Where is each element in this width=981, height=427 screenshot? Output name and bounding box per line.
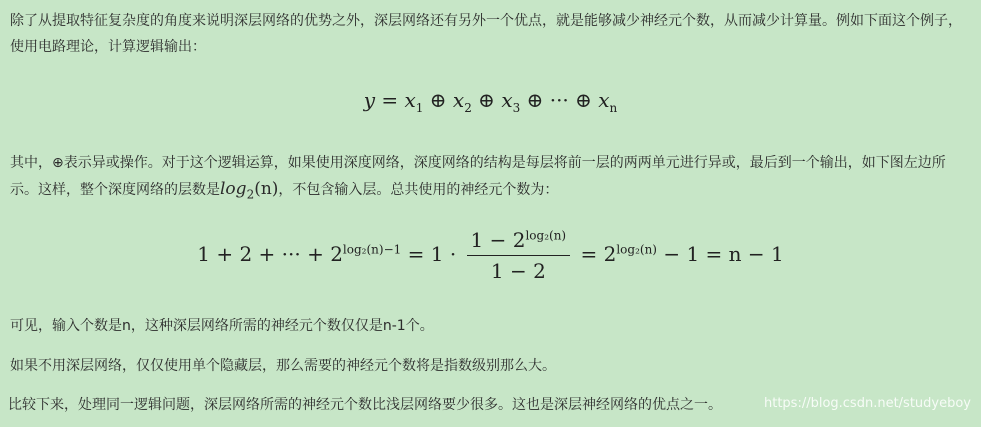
eq2-sum: 1 + 2 + ··· + 2 xyxy=(197,242,343,266)
eq1-equals: = xyxy=(375,88,405,112)
eq1-x3: x xyxy=(501,88,513,112)
paragraph-shallow: 如果不用深层网络，仅仅使用单个隐藏层，那么需要的神经元个数将是指数级别那么大。 xyxy=(10,358,556,374)
eq2-c-exp: log₂(n) xyxy=(616,242,657,257)
eq1-x2: x xyxy=(452,88,465,112)
p2-text-a: 其中，⊕表示异或操作。对于这个逻辑运算，如果使用深度网络，深度网络的结构是每层将前一层的两两单元进行异或，最后到一个输出，如下图左边所示。这样，整个深度网络的层数是 xyxy=(10,155,946,198)
eq1-xn: x xyxy=(598,88,610,112)
eq2-sum-exp: log₂(n)−1 xyxy=(342,242,402,257)
paragraph-conclusion-n: 可见，输入个数是n，这种深层网络所需的神经元个数仅仅是n-1个。 xyxy=(10,318,434,334)
eq1-sub1: 1 xyxy=(415,101,424,115)
eq2-denominator: 1 − 2 xyxy=(490,259,546,283)
eq1-lhs: y xyxy=(363,88,376,112)
eq1-x1: x xyxy=(404,88,416,112)
paragraph-intro: 除了从提取特征复杂度的角度来说明深层网络的优势之外，深层网络还有另外一个优点，就是能够减少神经元个数，从而减少计算量。例如下面这个例子，使用电路理论，计算逻辑输出： xyxy=(10,13,962,55)
eq2-eq1: = 1 · xyxy=(401,242,463,266)
inline-log-arg: (n) xyxy=(254,179,279,199)
eq1-op3: ⊕ ··· ⊕ xyxy=(520,88,599,112)
eq2-numerator: $1 - 2^{log_2(n)}$ xyxy=(467,228,571,256)
eq1-op2: ⊕ xyxy=(471,88,502,112)
eq2-fraction xyxy=(467,228,571,283)
paragraph-summary: 比较下来，处理同一逻辑问题，深层网络所需的神经元个数比浅层网络要少很多。这也是深层神经网络的优点之一。 xyxy=(8,397,722,413)
equation-neuron-count xyxy=(0,228,981,283)
eq2-result: − 1 = n − 1 xyxy=(656,242,784,266)
eq1-sub2: 2 xyxy=(464,101,472,115)
inline-log-sub: 2 xyxy=(246,187,255,202)
eq1-op1: ⊕ xyxy=(423,88,453,112)
equation-xor xyxy=(0,88,981,115)
eq1-subn: n xyxy=(609,101,618,115)
eq2-num-exp: log₂(n) xyxy=(525,228,567,243)
p2-text-b: ，不包含输入层。总共使用的神经元个数为： xyxy=(278,182,559,198)
paragraph-xor-explanation xyxy=(10,150,970,207)
inline-log: log xyxy=(220,179,247,199)
inline-math-log xyxy=(220,179,279,202)
eq2-eq2: = 2 xyxy=(574,242,617,266)
eq1-sub3: 3 xyxy=(512,101,521,115)
watermark: https://blog.csdn.net/studyeboy xyxy=(763,396,971,411)
